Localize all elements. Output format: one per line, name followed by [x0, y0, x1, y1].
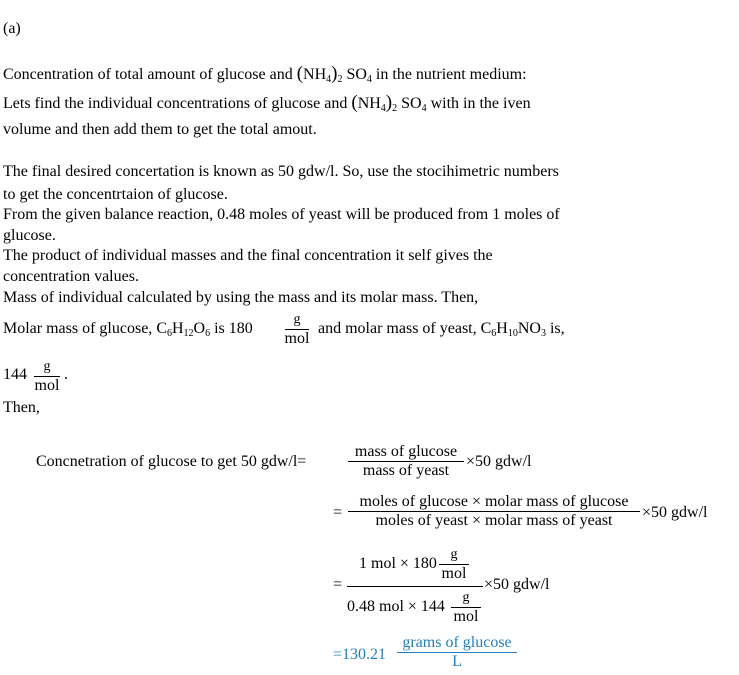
- unit-g: g: [293, 312, 301, 327]
- unit-mol: mol: [34, 377, 60, 394]
- text-line: From the given balance reaction, 0.48 moles of yeast will be produced from 1 moles of: [3, 206, 560, 223]
- intro-line-1-post: in the nutrient medium:: [371, 66, 527, 83]
- desired-concentration-pre: The final desired concertation is known as: [3, 163, 279, 180]
- unit-mol: mol: [284, 330, 310, 347]
- period: .: [64, 366, 68, 383]
- result-unit-denominator: L: [452, 653, 462, 670]
- result-unit-fraction: [397, 634, 517, 671]
- result-unit-numerator: grams of glucose: [402, 634, 512, 651]
- result-value: 130.21: [342, 646, 387, 663]
- desired-concentration-line: [3, 163, 559, 181]
- times-50-gdw: ×50 gdw/l: [466, 453, 532, 470]
- intro-line-2-pre: Lets find the individual concentrations of glucose and: [3, 95, 352, 112]
- molar-mass-mid: and molar mass of yeast,: [318, 320, 481, 337]
- molar-mass-is: is: [210, 320, 229, 337]
- yeast-molar-line: [318, 320, 565, 338]
- equation-lhs: [36, 453, 306, 471]
- unit-g: g: [450, 547, 458, 562]
- unit-g: g: [462, 590, 470, 605]
- text-line: concentration values.: [3, 268, 139, 285]
- ammonium-sulfate-formula: $(NH_4)_2$ $SO_4$: [351, 92, 427, 114]
- text-line: to get the concentrtaion of glucose.: [3, 186, 228, 203]
- unit-g-per-mol: [439, 546, 469, 583]
- yeast-formula: $C_6H_{10}NO_3$: [480, 320, 546, 339]
- equals-sign: =: [333, 646, 343, 663]
- fraction-moles-molar-mass: [348, 493, 640, 530]
- fraction-denominator: mass of yeast: [362, 462, 450, 479]
- times-50-gdw: ×50 gdw/l: [642, 504, 708, 521]
- equals-sign: =: [333, 504, 343, 521]
- times-50-gdw: ×50 gdw/l: [484, 576, 550, 593]
- intro-line-3: volume and then add them to get the total amout.: [3, 121, 317, 138]
- equation-lhs-text: Concnetration of glucose to get 50 gdw/l: [36, 453, 298, 470]
- intro-line-2-post: with in the iven: [426, 95, 531, 112]
- fraction-bar: [347, 586, 483, 587]
- yeast-molar-value: 144: [3, 366, 27, 383]
- molar-mass-post: is,: [545, 320, 565, 337]
- text-line: The product of individual masses and the final concentration it self gives the: [3, 247, 493, 264]
- equals-sign: =: [333, 576, 343, 593]
- result-equals-value: [333, 646, 386, 664]
- unit-g-per-mol: [31, 358, 63, 395]
- text-line: glucose.: [3, 227, 56, 244]
- then-label: Then,: [3, 399, 40, 416]
- desired-concentration-post: . So, use the stocihimetric numbers: [334, 163, 559, 180]
- fraction-mass-ratio: [348, 443, 464, 480]
- unit-g-per-mol: [281, 311, 313, 348]
- intro-line-2: [3, 94, 531, 113]
- part-label: (a): [3, 20, 21, 37]
- molar-mass-pre: Molar mass of glucose,: [3, 320, 157, 337]
- numeric-numerator: 1 mol × 180: [359, 555, 437, 572]
- unit-mol: mol: [453, 608, 479, 625]
- ammonium-sulfate-formula: $(NH_4)_2$ $SO_4$: [296, 63, 372, 85]
- unit-g: g: [43, 359, 51, 374]
- numeric-denominator: 0.48 mol × 144: [347, 598, 445, 615]
- intro-line-1-pre: Concentration of total amount of glucose and: [3, 66, 297, 83]
- fraction-numerator: moles of glucose × molar mass of glucose: [359, 493, 629, 510]
- desired-concentration-value: 50 gdw/l: [278, 163, 335, 180]
- text-line: Mass of individual calculated by using the mass and its molar mass. Then,: [3, 289, 479, 306]
- glucose-formula: $C_6H_{12}O_6$: [156, 320, 211, 339]
- fraction-numerator: mass of glucose: [354, 443, 458, 460]
- unit-mol: mol: [441, 565, 467, 582]
- equals-sign: =: [297, 453, 307, 470]
- unit-g-per-mol: [451, 589, 481, 626]
- fraction-denominator: moles of yeast × molar mass of yeast: [375, 512, 613, 529]
- molar-mass-line: [3, 320, 253, 338]
- fraction-numeric: [347, 544, 483, 628]
- glucose-molar-value: 180: [228, 320, 253, 337]
- intro-line-1: [3, 65, 527, 84]
